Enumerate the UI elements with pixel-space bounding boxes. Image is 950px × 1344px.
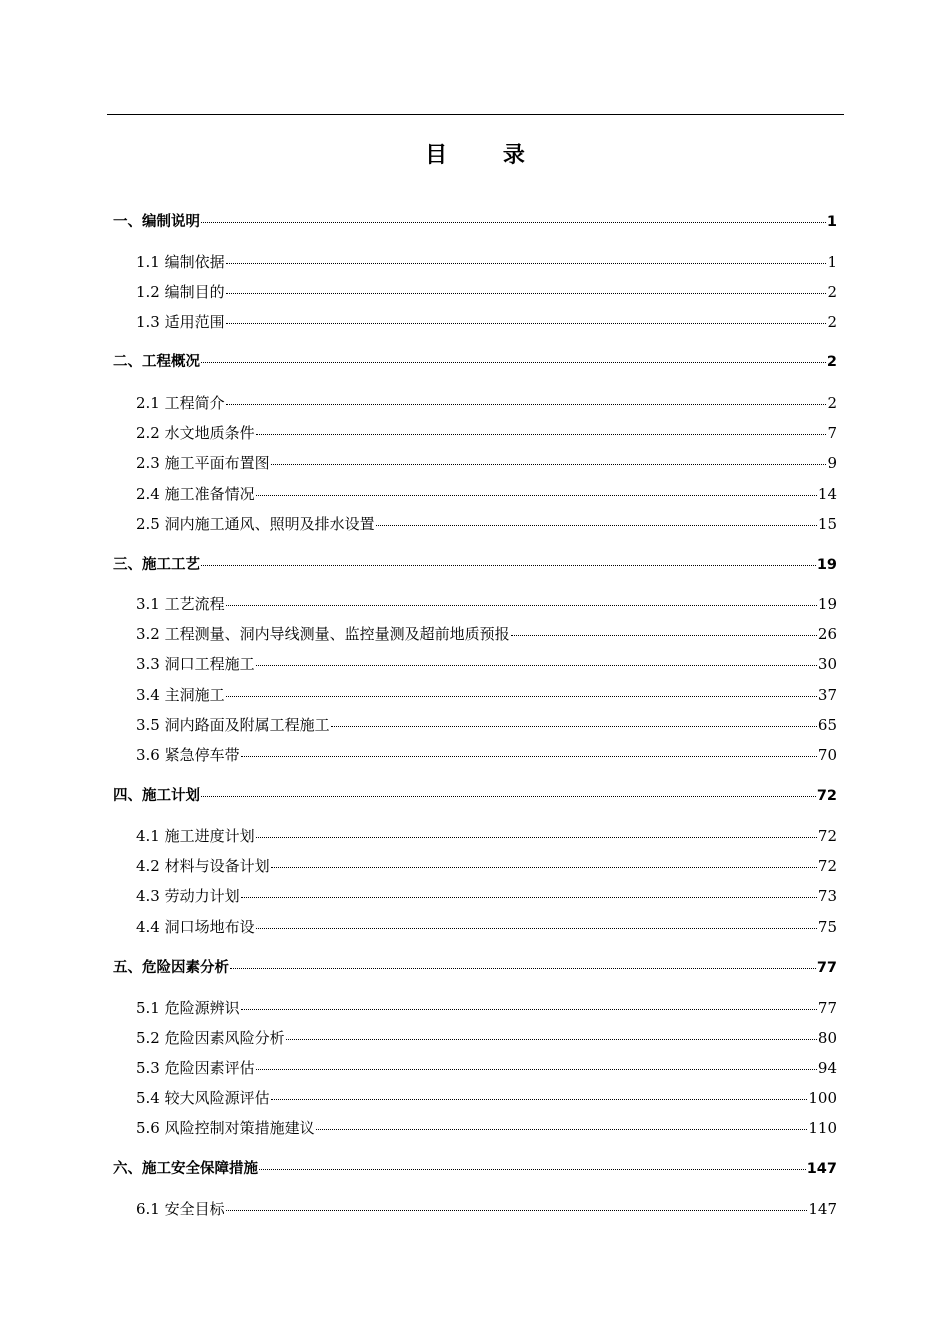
toc-page-number: 147 <box>808 1200 837 1218</box>
toc-entry-label: 4.4 洞口场地布设 <box>136 918 255 936</box>
toc-dot-leader <box>226 263 827 264</box>
toc-dot-leader <box>271 464 827 465</box>
toc-page-number: 19 <box>817 595 837 613</box>
toc-entry-label: 一、编制说明 <box>113 214 200 230</box>
toc-dot-leader <box>316 1129 808 1130</box>
toc-page-number: 77 <box>816 960 837 976</box>
toc-page-number: 9 <box>827 454 837 472</box>
toc-dot-leader <box>226 293 827 294</box>
toc-page-number: 110 <box>808 1119 837 1137</box>
toc-section-entry[interactable] <box>136 745 837 765</box>
toc-entry-label: 6.1 安全目标 <box>136 1200 225 1218</box>
toc-section-entry[interactable] <box>136 917 837 937</box>
toc-section-entry[interactable] <box>136 594 837 614</box>
toc-chapter-entry[interactable] <box>113 555 837 575</box>
toc-section-entry[interactable] <box>136 715 837 735</box>
toc-dot-leader <box>226 404 827 405</box>
toc-chapter-entry[interactable] <box>113 1159 837 1179</box>
toc-page-number: 72 <box>816 788 837 804</box>
toc-page-number: 14 <box>817 485 837 503</box>
toc-page-number: 2 <box>827 313 837 331</box>
toc-dot-leader <box>256 928 817 929</box>
toc-dot-leader <box>226 1210 808 1211</box>
toc-section-entry[interactable] <box>136 514 837 534</box>
toc-section-entry[interactable] <box>136 654 837 674</box>
toc-section-entry[interactable] <box>136 998 837 1018</box>
toc-page-number: 7 <box>827 424 837 442</box>
toc-entry-label: 1.3 适用范围 <box>136 313 225 331</box>
toc-page-number: 75 <box>817 918 837 936</box>
toc-page-number: 1 <box>827 253 837 271</box>
toc-entry-label: 3.4 主洞施工 <box>136 686 225 704</box>
toc-entry-label: 六、施工安全保障措施 <box>113 1161 258 1177</box>
toc-dot-leader <box>256 665 817 666</box>
toc-entry-label: 3.1 工艺流程 <box>136 595 225 613</box>
toc-section-entry[interactable] <box>136 423 837 443</box>
toc-entry-label: 4.1 施工进度计划 <box>136 827 255 845</box>
toc-section-entry[interactable] <box>136 252 837 272</box>
toc-section-entry[interactable] <box>136 312 837 332</box>
toc-dot-leader <box>331 726 817 727</box>
toc-page-number: 65 <box>817 716 837 734</box>
toc-dot-leader <box>226 323 827 324</box>
toc-section-entry[interactable] <box>136 624 837 644</box>
toc-entry-label: 4.3 劳动力计划 <box>136 887 240 905</box>
toc-dot-leader <box>271 867 817 868</box>
toc-section-entry[interactable] <box>136 826 837 846</box>
toc-entry-label: 1.1 编制依据 <box>136 253 225 271</box>
toc-entry-label: 4.2 材料与设备计划 <box>136 857 270 875</box>
toc-dot-leader <box>230 968 816 969</box>
toc-title: 目 录 <box>425 143 549 168</box>
toc-dot-leader <box>201 362 826 363</box>
toc-page-number: 72 <box>817 827 837 845</box>
toc-entry-label: 3.2 工程测量、洞内导线测量、监控量测及超前地质预报 <box>136 625 510 643</box>
toc-page-number: 2 <box>827 283 837 301</box>
toc-page-number: 70 <box>817 746 837 764</box>
toc-dot-leader <box>259 1169 806 1170</box>
toc-page-number: 77 <box>817 999 837 1017</box>
toc-section-entry[interactable] <box>136 453 837 473</box>
toc-section-entry[interactable] <box>136 484 837 504</box>
header-rule <box>107 114 844 115</box>
toc-section-entry[interactable] <box>136 1118 837 1138</box>
toc-page-number: 1 <box>826 214 837 230</box>
toc-section-entry[interactable] <box>136 1058 837 1078</box>
toc-dot-leader <box>256 434 827 435</box>
toc-entry-label: 2.4 施工准备情况 <box>136 485 255 503</box>
toc-chapter-entry[interactable] <box>113 958 837 978</box>
toc-dot-leader <box>201 222 826 223</box>
toc-page-number: 19 <box>816 557 837 573</box>
toc-dot-leader <box>511 635 817 636</box>
toc-page-number: 94 <box>817 1059 837 1077</box>
toc-dot-leader <box>241 756 817 757</box>
toc-chapter-entry[interactable] <box>113 352 837 372</box>
toc-chapter-entry[interactable] <box>113 212 837 232</box>
toc-dot-leader <box>271 1099 808 1100</box>
toc-page-number: 26 <box>817 625 837 643</box>
toc-dot-leader <box>241 897 817 898</box>
toc-dot-leader <box>241 1009 817 1010</box>
toc-section-entry[interactable] <box>136 1088 837 1108</box>
toc-dot-leader <box>226 605 817 606</box>
toc-dot-leader <box>256 1069 817 1070</box>
toc-dot-leader <box>201 796 816 797</box>
toc-entry-label: 3.6 紧急停车带 <box>136 746 240 764</box>
toc-page-number: 73 <box>817 887 837 905</box>
toc-dot-leader <box>286 1039 817 1040</box>
toc-entry-label: 5.4 较大风险源评估 <box>136 1089 270 1107</box>
toc-entry-label: 5.2 危险因素风险分析 <box>136 1029 285 1047</box>
toc-dot-leader <box>201 565 816 566</box>
toc-page-number: 30 <box>817 655 837 673</box>
toc-section-entry[interactable] <box>136 886 837 906</box>
toc-dot-leader <box>256 495 817 496</box>
toc-section-entry[interactable] <box>136 393 837 413</box>
toc-page-number: 2 <box>827 394 837 412</box>
toc-chapter-entry[interactable] <box>113 786 837 806</box>
toc-dot-leader <box>376 525 817 526</box>
toc-page-number: 147 <box>806 1161 837 1177</box>
toc-section-entry[interactable] <box>136 282 837 302</box>
toc-section-entry[interactable] <box>136 856 837 876</box>
toc-dot-leader <box>256 837 817 838</box>
toc-page-number: 80 <box>817 1029 837 1047</box>
toc-entry-label: 2.2 水文地质条件 <box>136 424 255 442</box>
toc-entry-label: 四、施工计划 <box>113 788 200 804</box>
toc-entry-label: 5.3 危险因素评估 <box>136 1059 255 1077</box>
toc-entry-label: 1.2 编制目的 <box>136 283 225 301</box>
toc-page-number: 37 <box>817 686 837 704</box>
toc-entry-label: 二、工程概况 <box>113 354 200 370</box>
toc-entry-label: 2.5 洞内施工通风、照明及排水设置 <box>136 515 375 533</box>
toc-page-number: 2 <box>826 354 837 370</box>
toc-page-number: 15 <box>817 515 837 533</box>
toc-entry-label: 3.5 洞内路面及附属工程施工 <box>136 716 330 734</box>
toc-entry-label: 5.6 风险控制对策措施建议 <box>136 1119 315 1137</box>
toc-section-entry[interactable] <box>136 1028 837 1048</box>
toc-section-entry[interactable] <box>136 685 837 705</box>
toc-entry-label: 2.3 施工平面布置图 <box>136 454 270 472</box>
toc-entry-label: 3.3 洞口工程施工 <box>136 655 255 673</box>
toc-dot-leader <box>226 696 817 697</box>
toc-entry-label: 五、危险因素分析 <box>113 960 229 976</box>
toc-entry-label: 三、施工工艺 <box>113 557 200 573</box>
toc-entry-label: 5.1 危险源辨识 <box>136 999 240 1017</box>
toc-page-number: 72 <box>817 857 837 875</box>
toc-section-entry[interactable] <box>136 1199 837 1219</box>
toc-entry-label: 2.1 工程简介 <box>136 394 225 412</box>
toc-page-number: 100 <box>808 1089 837 1107</box>
